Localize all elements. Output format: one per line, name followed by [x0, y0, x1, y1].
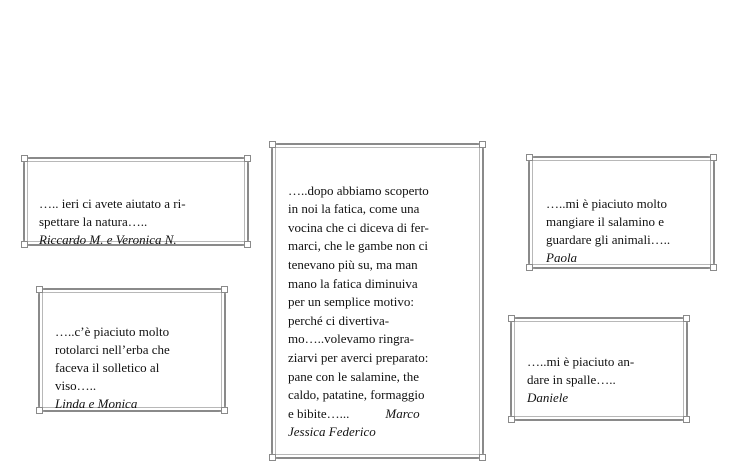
note-frame-riccardo-veronica	[23, 157, 249, 246]
note-signature: Riccardo M. e Veronica N.	[39, 232, 177, 247]
note-body: …..c’è piaciuto molto rotolarci nell’erba che faceva il solletico al viso…..	[55, 324, 170, 393]
note-text	[55, 305, 170, 413]
note-frame-paola	[528, 156, 715, 269]
note-signature: Paola	[546, 250, 578, 265]
note-text	[546, 177, 670, 267]
note-body: …..dopo abbiamo scoperto in noi la fatica, come una vocina che ci diceva di fer- marci, che le gambe non ci tenevano più su, ma man mano la fatica diminuiva per un semplice motivo: perché ci divertiva- mo…..volevamo ringra- ziarvi per averci preparato: pane con le salamine, the caldo, patatine, formaggio e bibite…...	[288, 182, 429, 421]
note-text	[527, 335, 634, 407]
note-frame-daniele	[510, 317, 688, 421]
note-frame-linda-monica	[38, 288, 226, 412]
note-signature-inline: Marco	[385, 405, 420, 421]
note-body: …..mi è piaciuto an- dare in spalle…..	[527, 354, 635, 387]
note-signature: Daniele	[527, 390, 569, 405]
note-signature: Jessica Federico	[288, 424, 376, 440]
note-body: ….. ieri ci avete aiutato a ri- spettare la natura…..	[39, 196, 186, 229]
note-body: …..mi è piaciuto molto mangiare il salamino e guardare gli animali…..	[546, 196, 671, 247]
note-text	[39, 177, 186, 249]
note-text	[288, 163, 429, 442]
note-frame-marco-jessica-federico	[271, 143, 484, 459]
note-signature: Linda e Monica	[55, 396, 138, 411]
